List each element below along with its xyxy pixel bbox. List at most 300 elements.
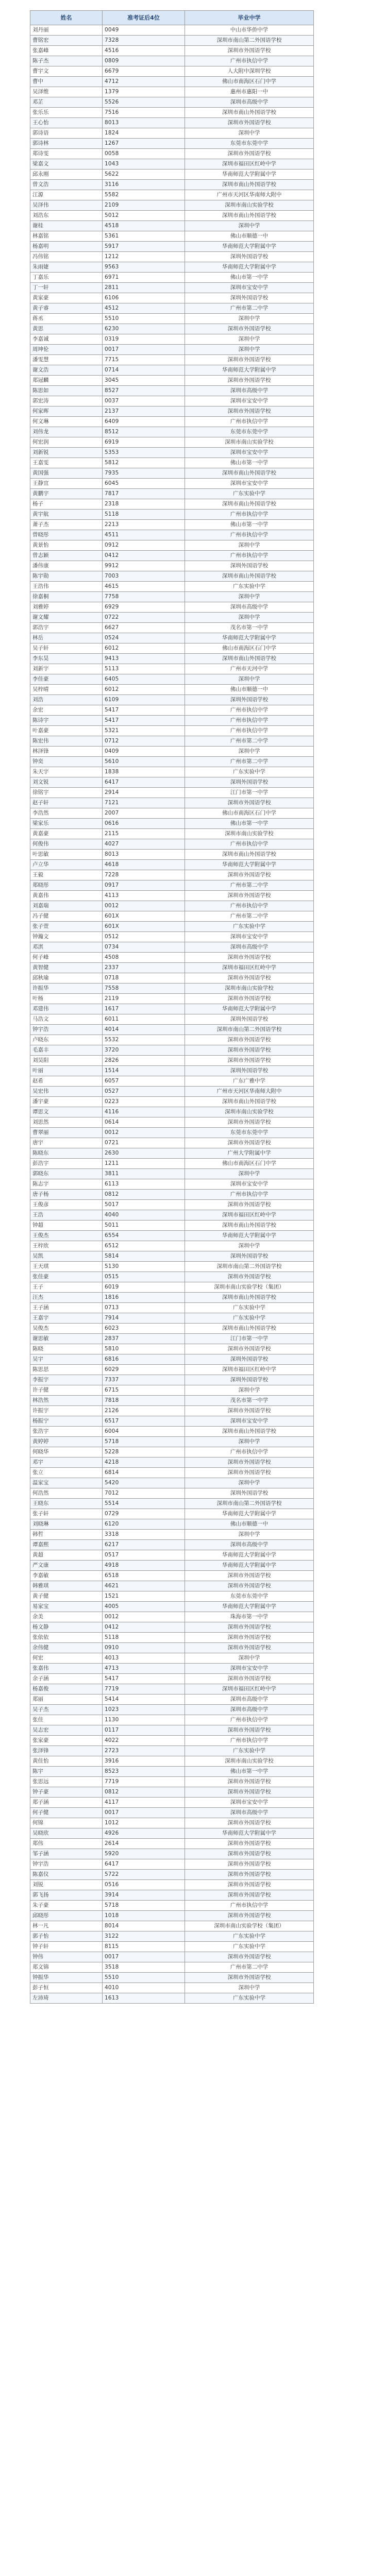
cell-school: 深圳中学	[185, 345, 314, 355]
table-row	[30, 448, 314, 458]
cell-ticket: 8013	[103, 850, 185, 860]
cell-name: 李振宇	[30, 1375, 103, 1385]
cell-ticket: 7719	[103, 1684, 185, 1694]
table-row	[30, 1303, 314, 1313]
cell-name: 王浩	[30, 1210, 103, 1221]
table-row	[30, 613, 314, 623]
cell-name: 陈晓	[30, 1344, 103, 1354]
cell-ticket: 0409	[103, 747, 185, 757]
cell-ticket: 5012	[103, 211, 185, 221]
cell-name: 陈宇	[30, 1767, 103, 1777]
cell-school: 广州市执信中学	[185, 551, 314, 561]
cell-school: 广州市执信中学	[185, 1736, 314, 1746]
cell-ticket: 5017	[103, 1200, 185, 1210]
cell-name: 王俊彦	[30, 1200, 103, 1210]
table-row	[30, 1468, 314, 1478]
cell-ticket: 2213	[103, 520, 185, 530]
table-row	[30, 149, 314, 159]
table-row	[30, 396, 314, 406]
cell-name: 张依依	[30, 1633, 103, 1643]
cell-school: 深圳市外国语学校	[185, 1777, 314, 1787]
cell-ticket: 1211	[103, 1159, 185, 1169]
cell-ticket: 1267	[103, 139, 185, 149]
cell-ticket: 5118	[103, 1633, 185, 1643]
cell-school: 广东实验中学	[185, 1993, 314, 2004]
cell-name: 吴泽维	[30, 87, 103, 97]
table-row	[30, 1705, 314, 1715]
cell-name: 黄子健	[30, 1591, 103, 1602]
table-row	[30, 1674, 314, 1684]
cell-school: 深圳市高级中学	[185, 386, 314, 396]
cell-ticket: 6518	[103, 1571, 185, 1581]
cell-school: 深圳市南山外国语学校	[185, 850, 314, 860]
cell-ticket: 1023	[103, 1705, 185, 1715]
cell-ticket: 5582	[103, 190, 185, 200]
cell-ticket: 6517	[103, 1416, 185, 1427]
cell-name: 吴俊杰	[30, 1324, 103, 1334]
cell-name: 张子萱	[30, 922, 103, 932]
cell-name: 邓建伟	[30, 1004, 103, 1014]
cell-ticket: 8512	[103, 427, 185, 437]
table-row	[30, 1365, 314, 1375]
cell-ticket: 3811	[103, 1169, 185, 1179]
cell-ticket: 6004	[103, 1427, 185, 1437]
table-row	[30, 1097, 314, 1107]
cell-name: 陈思如	[30, 386, 103, 396]
table-row	[30, 1921, 314, 1931]
cell-ticket: 6012	[103, 685, 185, 695]
cell-ticket: 0412	[103, 1622, 185, 1633]
table-row	[30, 252, 314, 262]
cell-school: 深圳中学	[185, 334, 314, 345]
table-row	[30, 747, 314, 757]
table-row	[30, 1952, 314, 1962]
cell-school: 深圳外国语学校	[185, 1354, 314, 1365]
table-row	[30, 1437, 314, 1447]
table-row	[30, 128, 314, 139]
cell-ticket: 2614	[103, 1839, 185, 1849]
cell-ticket: 8013	[103, 118, 185, 128]
cell-name: 潘宇豪	[30, 1097, 103, 1107]
cell-ticket: 4511	[103, 530, 185, 540]
table-row	[30, 726, 314, 736]
table-row	[30, 1767, 314, 1777]
cell-name: 余子涵	[30, 1674, 103, 1684]
table-row	[30, 77, 314, 87]
cell-name: 张佳	[30, 1715, 103, 1725]
table-row	[30, 303, 314, 314]
table-row	[30, 1262, 314, 1272]
cell-name: 唐宇	[30, 1138, 103, 1148]
table-row	[30, 860, 314, 870]
header-ticket: 准考证后4位	[103, 11, 185, 25]
cell-school: 深圳市宝安中学	[185, 448, 314, 458]
table-row	[30, 1231, 314, 1241]
cell-ticket: 8014	[103, 1921, 185, 1931]
cell-ticket: 5417	[103, 705, 185, 716]
cell-name: 陈子杰	[30, 56, 103, 66]
table-row	[30, 757, 314, 767]
cell-name: 张立	[30, 1468, 103, 1478]
cell-name: 郑诗雯	[30, 149, 103, 159]
table-row	[30, 66, 314, 77]
cell-school: 广东实验中学	[185, 1313, 314, 1324]
cell-name: 何宏润	[30, 437, 103, 448]
cell-name: 朱子豪	[30, 1901, 103, 1911]
cell-ticket: 7817	[103, 489, 185, 499]
cell-school: 深圳市南山外国语学校	[185, 468, 314, 479]
cell-name: 林岳	[30, 633, 103, 643]
cell-school: 深圳市外国语学校	[185, 118, 314, 128]
cell-ticket: 0912	[103, 540, 185, 551]
cell-school: 深圳中学	[185, 592, 314, 602]
table-row	[30, 582, 314, 592]
cell-name: 刘新锐	[30, 448, 103, 458]
cell-ticket: 5118	[103, 510, 185, 520]
cell-name: 潘伟康	[30, 561, 103, 571]
cell-school: 深圳中学	[185, 1478, 314, 1488]
cell-name: 叶丽	[30, 1066, 103, 1076]
cell-ticket: 5113	[103, 664, 185, 674]
cell-name: 邱晓彤	[30, 1911, 103, 1921]
cell-name: 郭宏涛	[30, 396, 103, 406]
cell-name: 钟奕	[30, 757, 103, 767]
cell-name: 刘浩	[30, 695, 103, 705]
table-row	[30, 499, 314, 510]
cell-school: 深圳中学	[185, 314, 314, 324]
cell-name: 郭飞扬	[30, 1890, 103, 1901]
table-row	[30, 1777, 314, 1787]
table-row	[30, 1324, 314, 1334]
cell-school: 深圳市外国语学校	[185, 1458, 314, 1468]
cell-school: 茂名市第一中学	[185, 623, 314, 633]
cell-school: 深圳市南山外国语学校	[185, 1324, 314, 1334]
cell-ticket: 7914	[103, 1313, 185, 1324]
cell-school: 深圳中学	[185, 1385, 314, 1396]
header-school: 毕业中学	[185, 11, 314, 25]
table-row	[30, 1025, 314, 1035]
table-row	[30, 1221, 314, 1231]
cell-school: 广州市第二中学	[185, 1962, 314, 1973]
cell-ticket: 4918	[103, 1561, 185, 1571]
cell-school: 华南师范大学附属中学	[185, 242, 314, 252]
cell-school: 深圳中学	[185, 1983, 314, 1993]
cell-school: 深圳市外国语学校	[185, 1911, 314, 1921]
cell-school: 深圳市宝安中学	[185, 479, 314, 489]
cell-school: 深圳市外国语学校	[185, 1406, 314, 1416]
cell-ticket: 0017	[103, 1808, 185, 1818]
cell-name: 刘丹丽	[30, 25, 103, 36]
cell-ticket: 4117	[103, 1798, 185, 1808]
cell-ticket: 2109	[103, 200, 185, 211]
cell-ticket: 6029	[103, 1365, 185, 1375]
cell-school: 深圳市外国语学校	[185, 953, 314, 963]
cell-school: 深圳市南山外国语学校	[185, 108, 314, 118]
cell-school: 深圳市南山实验学校	[185, 1107, 314, 1117]
table-row	[30, 1633, 314, 1643]
cell-ticket: 0412	[103, 551, 185, 561]
table-row	[30, 1818, 314, 1828]
cell-ticket: 4013	[103, 1653, 185, 1664]
cell-name: 何宏	[30, 1653, 103, 1664]
cell-school: 深圳市外国语学校	[185, 1571, 314, 1581]
cell-school: 深圳市外国语学校	[185, 1859, 314, 1870]
cell-ticket: 7003	[103, 571, 185, 582]
cell-ticket: 5130	[103, 1262, 185, 1272]
cell-school: 深圳市南山第二外国语学校	[185, 1025, 314, 1035]
cell-ticket: 4014	[103, 1025, 185, 1035]
cell-name: 谭嘉熙	[30, 1540, 103, 1550]
cell-ticket: 0614	[103, 1117, 185, 1128]
cell-ticket: 6679	[103, 66, 185, 77]
cell-name: 余伟健	[30, 1643, 103, 1653]
cell-school: 广州市天河区华南师大附中	[185, 190, 314, 200]
cell-school: 深圳市外国语学校	[185, 324, 314, 334]
table-row	[30, 386, 314, 396]
cell-ticket: 4618	[103, 860, 185, 870]
cell-school: 深圳外国语学校	[185, 777, 314, 788]
cell-school: 广州市执信中学	[185, 901, 314, 911]
cell-name: 张泽锋	[30, 1746, 103, 1756]
table-row	[30, 1107, 314, 1117]
cell-school: 深圳市外国语学校	[185, 1839, 314, 1849]
cell-ticket: 7558	[103, 984, 185, 994]
cell-school: 深圳市外国语学校	[185, 1581, 314, 1591]
cell-school: 江门市第一中学	[185, 1334, 314, 1344]
cell-ticket: 5622	[103, 170, 185, 180]
cell-name: 郭诗林	[30, 139, 103, 149]
cell-ticket: 5420	[103, 1478, 185, 1488]
cell-name: 钟超	[30, 1221, 103, 1231]
cell-ticket: 5353	[103, 448, 185, 458]
cell-school: 深圳市高级中学	[185, 1694, 314, 1705]
cell-school: 深圳中学	[185, 128, 314, 139]
cell-ticket: 0729	[103, 1509, 185, 1519]
table-row	[30, 458, 314, 468]
cell-ticket: 3318	[103, 1530, 185, 1540]
cell-name: 何子峰	[30, 953, 103, 963]
cell-name: 张佳豪	[30, 1272, 103, 1282]
cell-ticket: 4621	[103, 1581, 185, 1591]
table-row	[30, 984, 314, 994]
cell-ticket: 5532	[103, 1035, 185, 1045]
cell-school: 深圳市外国语学校	[185, 1890, 314, 1901]
cell-ticket: 1521	[103, 1591, 185, 1602]
cell-ticket: 0527	[103, 1087, 185, 1097]
cell-name: 林一凡	[30, 1921, 103, 1931]
cell-school: 深圳市宝安中学	[185, 396, 314, 406]
cell-name: 何晓华	[30, 1447, 103, 1458]
table-row	[30, 468, 314, 479]
cell-school: 深圳市宝安中学	[185, 1664, 314, 1674]
cell-name: 许振宇	[30, 1406, 103, 1416]
cell-school: 广州市天河区华南师大附中	[185, 1087, 314, 1097]
cell-school: 深圳市南山外国语学校	[185, 571, 314, 582]
admission-list-table	[30, 10, 314, 2004]
cell-school: 广州市执信中学	[185, 1715, 314, 1725]
cell-ticket: 5321	[103, 726, 185, 736]
cell-school: 佛山市南海区石门中学	[185, 77, 314, 87]
table-row	[30, 623, 314, 633]
cell-school: 深圳中学	[185, 613, 314, 623]
cell-ticket: 5510	[103, 314, 185, 324]
cell-school: 深圳市外国语学校	[185, 1138, 314, 1148]
cell-school: 深圳市外国语学校	[185, 406, 314, 417]
cell-name: 吴凯	[30, 1251, 103, 1262]
cell-name: 叶杨	[30, 994, 103, 1004]
cell-school: 深圳市外国语学校	[185, 1344, 314, 1354]
cell-school: 深圳中学	[185, 1241, 314, 1251]
cell-school: 广东实验中学	[185, 1303, 314, 1313]
cell-ticket: 1617	[103, 1004, 185, 1014]
cell-name: 李嘉敏	[30, 1571, 103, 1581]
table-row	[30, 1272, 314, 1282]
cell-ticket: 0515	[103, 1272, 185, 1282]
cell-ticket: 0516	[103, 1880, 185, 1890]
table-row	[30, 180, 314, 190]
cell-name: 谭思文	[30, 1107, 103, 1117]
cell-name: 吴宏伟	[30, 1087, 103, 1097]
table-row	[30, 1612, 314, 1622]
cell-ticket: 0812	[103, 1190, 185, 1200]
cell-name: 钟瀚文	[30, 932, 103, 942]
cell-school: 深圳外国语学校	[185, 252, 314, 262]
cell-ticket: 0712	[103, 736, 185, 747]
cell-name: 何俊伟	[30, 839, 103, 850]
table-row	[30, 1138, 314, 1148]
cell-ticket: 0012	[103, 901, 185, 911]
cell-school: 深圳外国语学校	[185, 293, 314, 303]
cell-ticket: 5722	[103, 1870, 185, 1880]
cell-name: 徐嘉桐	[30, 592, 103, 602]
table-row	[30, 654, 314, 664]
cell-school: 深圳中学	[185, 1169, 314, 1179]
cell-school: 深圳市外国语学校	[185, 1045, 314, 1056]
cell-school: 深圳外国语学校	[185, 1014, 314, 1025]
table-row	[30, 1509, 314, 1519]
table-row	[30, 1942, 314, 1952]
cell-ticket: 7818	[103, 1396, 185, 1406]
cell-name: 杨子	[30, 499, 103, 510]
cell-ticket: 5610	[103, 757, 185, 767]
cell-ticket: 9912	[103, 561, 185, 571]
cell-school: 广州市执信中学	[185, 726, 314, 736]
table-row	[30, 1983, 314, 1993]
cell-school: 深圳市外国语学校	[185, 355, 314, 365]
cell-name: 钟子轩	[30, 1942, 103, 1952]
cell-name: 王毅	[30, 870, 103, 880]
table-row	[30, 406, 314, 417]
cell-ticket: 2115	[103, 829, 185, 839]
cell-school: 佛山市南海区石门中学	[185, 808, 314, 819]
table-row	[30, 1828, 314, 1839]
cell-ticket: 9563	[103, 262, 185, 273]
cell-ticket: 5810	[103, 1344, 185, 1354]
table-row	[30, 1148, 314, 1159]
cell-school: 深圳市外国语学校	[185, 870, 314, 880]
cell-ticket: 5917	[103, 242, 185, 252]
cell-name: 林嘉铭	[30, 231, 103, 242]
cell-school: 深圳市南山第二外国语学校	[185, 1499, 314, 1509]
cell-name: 刘晓琳	[30, 1519, 103, 1530]
cell-school: 深圳外国语学校	[185, 1066, 314, 1076]
cell-school: 深圳中学	[185, 1530, 314, 1540]
cell-ticket: 4022	[103, 1736, 185, 1746]
cell-ticket: 5718	[103, 1437, 185, 1447]
cell-name: 邹子涵	[30, 1849, 103, 1859]
cell-school: 广州市执信中学	[185, 705, 314, 716]
table-row	[30, 1056, 314, 1066]
table-row	[30, 479, 314, 489]
cell-ticket: 6417	[103, 1859, 185, 1870]
cell-name: 许子健	[30, 1385, 103, 1396]
table-row	[30, 273, 314, 283]
cell-school: 广州市执信中学	[185, 1447, 314, 1458]
header-name: 姓名	[30, 11, 103, 25]
cell-school: 佛山市南海区石门中学	[185, 643, 314, 654]
cell-school: 深圳市福田区红岭中学	[185, 1210, 314, 1221]
table-row	[30, 1530, 314, 1540]
table-row	[30, 314, 314, 324]
cell-ticket: 0812	[103, 1787, 185, 1798]
table-row	[30, 427, 314, 437]
cell-ticket: 4516	[103, 46, 185, 56]
table-row	[30, 211, 314, 221]
cell-ticket: 6417	[103, 777, 185, 788]
table-row	[30, 592, 314, 602]
table-row	[30, 839, 314, 850]
cell-school: 深圳市外国语学校	[185, 149, 314, 159]
cell-name: 钟宇浩	[30, 1025, 103, 1035]
cell-name: 黄景怡	[30, 540, 103, 551]
cell-ticket: 8523	[103, 1767, 185, 1777]
cell-school: 深圳市外国语学校	[185, 994, 314, 1004]
cell-ticket: 6405	[103, 674, 185, 685]
cell-name: 曾志颖	[30, 551, 103, 561]
cell-name: 卢立华	[30, 860, 103, 870]
cell-school: 广州市执信中学	[185, 56, 314, 66]
cell-school: 深圳市福田区红岭中学	[185, 1365, 314, 1375]
cell-school: 华南师范大学附属中学	[185, 170, 314, 180]
table-row	[30, 1849, 314, 1859]
cell-school: 深圳市外国语学校	[185, 973, 314, 984]
cell-name: 曹翠丽	[30, 1128, 103, 1138]
cell-ticket: 1130	[103, 1715, 185, 1725]
cell-ticket: 0049	[103, 25, 185, 36]
cell-ticket: 0037	[103, 396, 185, 406]
cell-school: 深圳市高级中学	[185, 1808, 314, 1818]
table-row	[30, 262, 314, 273]
cell-name: 王晓东	[30, 1499, 103, 1509]
cell-school: 广州市天河中学	[185, 664, 314, 674]
table-row	[30, 911, 314, 922]
cell-name: 曾文浩	[30, 180, 103, 190]
cell-name: 曹铭宏	[30, 36, 103, 46]
cell-ticket: 0223	[103, 1097, 185, 1107]
cell-name: 郑冠麟	[30, 376, 103, 386]
cell-name: 蒋丞	[30, 314, 103, 324]
cell-ticket: 0721	[103, 1138, 185, 1148]
cell-school: 深圳外国语学校	[185, 1251, 314, 1262]
cell-school: 深圳市高级中学	[185, 602, 314, 613]
cell-school: 佛山市第一中学	[185, 273, 314, 283]
cell-ticket: 6120	[103, 1519, 185, 1530]
table-row	[30, 808, 314, 819]
cell-ticket: 0722	[103, 613, 185, 623]
cell-ticket: 3116	[103, 180, 185, 190]
cell-ticket: 6512	[103, 1241, 185, 1251]
table-row	[30, 56, 314, 66]
